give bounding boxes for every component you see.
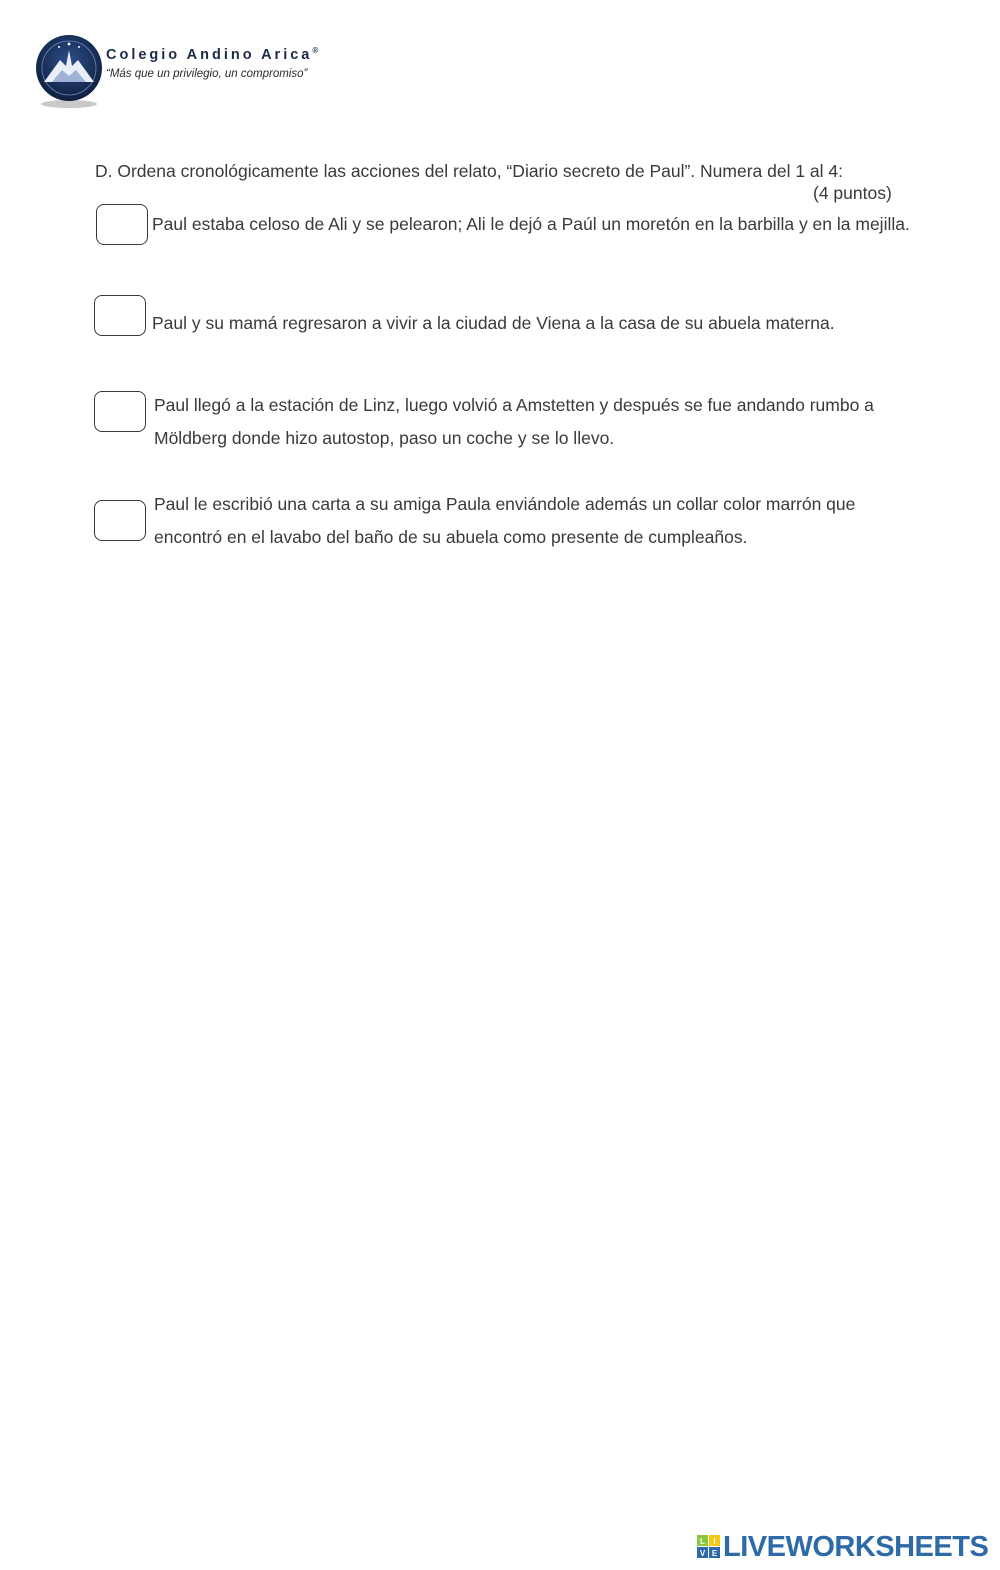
svg-text:E: E (711, 1549, 718, 1558)
school-name: Colegio Andino Arica® (106, 46, 319, 63)
answer-box-4[interactable] (94, 500, 146, 541)
answer-box-3[interactable] (94, 391, 146, 432)
event-text-4: Paul le escribió una carta a su amiga Paula enviándole además un collar color marrón que encontró en el lavabo del baño de su abuela como presente de cumpleaños. (154, 494, 856, 547)
school-motto: “Más que un privilegio, un compromiso” (106, 68, 308, 80)
activity-instruction: D. Ordena cronológicamente las acciones del relato, “Diario secreto de Paul”. Numera del 1 al 4: (95, 161, 844, 181)
liveworksheets-logo-icon (697, 1534, 721, 1560)
activity-points: (4 puntos) (813, 183, 892, 203)
mountain-logo-icon (32, 32, 106, 110)
answer-box-2[interactable] (94, 295, 146, 336)
answer-box-1[interactable] (96, 204, 148, 245)
liveworksheets-brand (697, 1530, 988, 1564)
svg-text:L: L (700, 1537, 705, 1546)
svg-text:V: V (699, 1549, 706, 1558)
event-text-3: Paul llegó a la estación de Linz, luego volvió a Amstetten y después se fue andando rumbo a Möldberg donde hizo autostop, paso un coche y se lo llevo. (154, 395, 874, 448)
liveworksheets-wordmark: LIVEWORKSHEETS (723, 1530, 989, 1563)
svg-text:I: I (713, 1537, 716, 1546)
event-text-2: Paul y su mamá regresaron a vivir a la ciudad de Viena a la casa de su abuela materna. (152, 313, 835, 333)
registered-mark: ® (312, 46, 319, 55)
event-text-1: Paul estaba celoso de Ali y se pelearon; Ali le dejó a Paúl un moretón en la barbilla y en la mejilla. (152, 214, 910, 234)
school-header (28, 30, 368, 110)
